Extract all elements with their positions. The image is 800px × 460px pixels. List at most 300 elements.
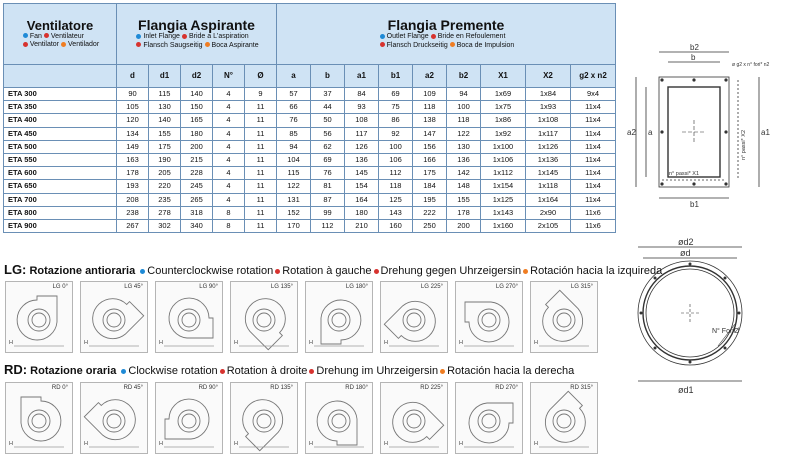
value-cell: 4	[213, 193, 245, 206]
round-flange-drawing	[630, 236, 760, 406]
value-cell: 115	[149, 88, 181, 101]
value-cell: 140	[181, 88, 213, 101]
label-x1: n° passi* X1	[669, 171, 700, 177]
value-cell: 1x145	[526, 167, 571, 180]
bullet-icon	[182, 34, 187, 39]
value-cell: 37	[311, 88, 345, 101]
fan-outline-icon	[456, 282, 522, 352]
value-cell: 138	[413, 114, 447, 127]
value-cell: 1x106	[481, 153, 526, 166]
value-cell: 125	[379, 193, 413, 206]
fan-outline-icon	[156, 282, 222, 352]
model-cell: ETA 450	[4, 127, 117, 140]
value-cell: 265	[181, 193, 213, 206]
language-text: Ventilateur	[50, 32, 84, 40]
value-cell: 1x69	[481, 88, 526, 101]
fan-orientation-thumbnail	[155, 382, 223, 454]
value-cell: 69	[311, 153, 345, 166]
value-cell: 1x84	[526, 88, 571, 101]
value-cell: 184	[413, 180, 447, 193]
value-cell: 4	[213, 88, 245, 101]
bullet-icon	[309, 369, 314, 374]
bullet-icon	[220, 369, 225, 374]
language-text: Drehung im Uhrzeigersin	[316, 365, 439, 377]
value-cell: 11	[245, 140, 277, 153]
value-cell: 115	[277, 167, 311, 180]
language-text: Bride en Refoulement	[437, 33, 506, 41]
language-text: Bride a L'aspiration	[188, 33, 249, 41]
value-cell: 193	[117, 180, 149, 193]
column-header: b1	[379, 65, 413, 88]
value-cell: 11x4	[571, 193, 616, 206]
bullet-icon	[374, 269, 379, 274]
fan-outline-icon	[6, 282, 72, 352]
label-d: ød	[680, 248, 691, 258]
orientation-angle-label: RD 180°	[345, 385, 368, 391]
bullet-icon	[380, 34, 385, 39]
table-row	[4, 114, 616, 127]
fan-outline-icon	[306, 282, 372, 352]
value-cell: 302	[149, 219, 181, 232]
height-dimension-label: H	[459, 340, 463, 346]
height-dimension-label: H	[534, 441, 538, 447]
column-header: a2	[413, 65, 447, 88]
value-cell: 195	[413, 193, 447, 206]
header-premente	[277, 4, 616, 65]
value-cell: 4	[213, 167, 245, 180]
value-cell: 1x75	[481, 101, 526, 114]
value-cell: 235	[149, 193, 181, 206]
fan-orientation-thumbnail	[5, 382, 73, 454]
value-cell: 134	[117, 127, 149, 140]
height-dimension-label: H	[234, 340, 238, 346]
value-cell: 4	[213, 153, 245, 166]
value-cell: 11	[245, 114, 277, 127]
orientation-angle-label: LG 45°	[124, 284, 143, 290]
value-cell: 155	[149, 127, 181, 140]
label-d2: ød2	[678, 237, 694, 247]
column-header: b2	[447, 65, 481, 88]
premente-title: Flangia Premente	[387, 17, 505, 34]
value-cell: 44	[311, 101, 345, 114]
value-cell: 1x112	[481, 167, 526, 180]
language-label	[429, 33, 506, 40]
value-cell: 4	[213, 114, 245, 127]
value-cell: 112	[379, 167, 413, 180]
height-dimension-label: H	[9, 441, 13, 447]
language-label	[218, 365, 308, 377]
value-cell: 150	[181, 101, 213, 114]
value-cell: 118	[379, 180, 413, 193]
language-text: Rotación hacia la izquireda	[530, 265, 663, 277]
value-cell: 136	[345, 153, 379, 166]
label-b: b	[691, 53, 696, 62]
value-cell: 148	[447, 180, 481, 193]
fan-orientation-thumbnail	[5, 281, 73, 353]
model-cell: ETA 650	[4, 180, 117, 193]
value-cell: 163	[117, 153, 149, 166]
model-cell: ETA 800	[4, 206, 117, 219]
label-a2: a2	[627, 128, 636, 137]
value-cell: 200	[447, 219, 481, 232]
table-row	[4, 180, 616, 193]
value-cell: 156	[413, 140, 447, 153]
language-label	[372, 265, 522, 277]
fan-orientation-thumbnail	[380, 382, 448, 454]
label-x2: n° passi* X2	[741, 129, 747, 160]
language-text: Ventilator	[29, 41, 60, 49]
lg-code: LG:	[4, 262, 27, 277]
orientation-angle-label: RD 225°	[420, 385, 443, 391]
model-cell: ETA 400	[4, 114, 117, 127]
lg-languages	[138, 265, 662, 277]
language-text: Ventilador	[68, 41, 100, 49]
language-label	[438, 365, 574, 377]
column-header: b	[311, 65, 345, 88]
value-cell: 85	[277, 127, 311, 140]
fan-outline-icon	[381, 282, 447, 352]
orientation-angle-label: RD 270°	[495, 385, 518, 391]
value-cell: 122	[447, 127, 481, 140]
value-cell: 120	[117, 114, 149, 127]
language-label	[119, 365, 217, 377]
table-row	[4, 153, 616, 166]
fan-orientation-thumbnail	[305, 382, 373, 454]
label-a: a	[648, 128, 653, 137]
inner-circle	[643, 266, 737, 360]
value-cell: 94	[277, 140, 311, 153]
column-header-row	[4, 65, 616, 88]
bullet-icon	[140, 269, 145, 274]
fan-outline-icon	[456, 383, 522, 453]
fan-orientation-thumbnail	[80, 281, 148, 353]
table-row	[4, 140, 616, 153]
height-dimension-label: H	[384, 340, 388, 346]
lg-title: Rotazione antioraria	[29, 265, 136, 277]
value-cell: 130	[149, 101, 181, 114]
value-cell: 131	[277, 193, 311, 206]
value-cell: 84	[345, 88, 379, 101]
height-dimension-label: H	[309, 441, 313, 447]
height-dimension-label: H	[309, 340, 313, 346]
language-label	[21, 33, 42, 40]
ventilatore-languages	[21, 33, 99, 50]
value-cell: 190	[149, 153, 181, 166]
value-cell: 11	[245, 153, 277, 166]
orientation-angle-label: LG 270°	[495, 284, 518, 290]
value-cell: 164	[345, 193, 379, 206]
language-label	[273, 265, 371, 277]
value-cell: 1x136	[526, 153, 571, 166]
value-cell: 11x4	[571, 153, 616, 166]
language-text: Rotación hacia la derecha	[447, 365, 575, 377]
value-cell: 87	[311, 193, 345, 206]
value-cell: 1x92	[481, 127, 526, 140]
value-cell: 11x4	[571, 167, 616, 180]
value-cell: 106	[379, 153, 413, 166]
table-row	[4, 127, 616, 140]
column-header: X2	[526, 65, 571, 88]
label-holes: ø g2 x n° fori* n2	[732, 62, 770, 68]
label-b2: b2	[690, 43, 699, 52]
value-cell: 81	[311, 180, 345, 193]
value-cell: 170	[277, 219, 311, 232]
fan-orientation-thumbnail	[380, 281, 448, 353]
language-label	[180, 33, 249, 40]
value-cell: 1x154	[481, 180, 526, 193]
value-cell: 11	[245, 193, 277, 206]
rd-title: Rotazione oraria	[30, 365, 117, 377]
table-row	[4, 206, 616, 219]
value-cell: 1x164	[526, 193, 571, 206]
value-cell: 11	[245, 180, 277, 193]
value-cell: 180	[345, 206, 379, 219]
value-cell: 267	[117, 219, 149, 232]
value-cell: 94	[447, 88, 481, 101]
label-holes-round: N° ForiØ	[712, 328, 740, 335]
fan-orientation-thumbnail	[455, 382, 523, 454]
bullet-icon	[431, 34, 436, 39]
orientation-angle-label: LG 225°	[420, 284, 443, 290]
value-cell: 62	[311, 140, 345, 153]
language-text: Boca de Impulsion	[456, 41, 515, 49]
aspirante-title: Flangia Aspirante	[138, 17, 255, 34]
model-cell: ETA 350	[4, 101, 117, 114]
language-label	[378, 33, 429, 40]
language-label	[378, 42, 448, 49]
rd-languages	[119, 365, 574, 377]
value-cell: 108	[345, 114, 379, 127]
value-cell: 4	[213, 101, 245, 114]
model-cell: ETA 550	[4, 153, 117, 166]
bullet-icon	[380, 42, 385, 47]
value-cell: 76	[277, 114, 311, 127]
column-header: a	[277, 65, 311, 88]
value-cell: 140	[149, 114, 181, 127]
rect-flange-drawing	[624, 40, 794, 210]
value-cell: 2x105	[526, 219, 571, 232]
value-cell: 210	[345, 219, 379, 232]
rd-code: RD:	[4, 362, 28, 377]
model-cell: ETA 300	[4, 88, 117, 101]
value-cell: 93	[345, 101, 379, 114]
value-cell: 92	[379, 127, 413, 140]
header-ventilatore	[4, 4, 117, 65]
lg-section-title	[4, 263, 662, 278]
fan-outline-icon	[156, 383, 222, 453]
value-cell: 56	[311, 127, 345, 140]
value-cell: 90	[117, 88, 149, 101]
value-cell: 11	[245, 127, 277, 140]
orientation-angle-label: LG 90°	[199, 284, 218, 290]
value-cell: 208	[117, 193, 149, 206]
value-cell: 11x4	[571, 101, 616, 114]
table-row	[4, 167, 616, 180]
value-cell: 117	[345, 127, 379, 140]
value-cell: 126	[345, 140, 379, 153]
value-cell: 147	[413, 127, 447, 140]
value-cell: 9x4	[571, 88, 616, 101]
value-cell: 11x4	[571, 127, 616, 140]
fan-outline-icon	[6, 383, 72, 453]
language-text: Outlet Flange	[386, 33, 429, 41]
bullet-icon	[23, 42, 28, 47]
language-text: Clockwise rotation	[128, 365, 218, 377]
value-cell: 245	[181, 180, 213, 193]
language-label	[59, 41, 99, 48]
value-cell: 154	[345, 180, 379, 193]
value-cell: 118	[447, 114, 481, 127]
value-cell: 11x4	[571, 180, 616, 193]
language-text: Rotation à droite	[226, 365, 308, 377]
value-cell: 250	[413, 219, 447, 232]
value-cell: 1x86	[481, 114, 526, 127]
value-cell: 160	[379, 219, 413, 232]
language-label	[448, 42, 515, 49]
value-cell: 66	[277, 101, 311, 114]
value-cell: 1x93	[526, 101, 571, 114]
height-dimension-label: H	[234, 441, 238, 447]
fan-orientation-thumbnail	[155, 281, 223, 353]
value-cell: 165	[181, 114, 213, 127]
value-cell: 11x4	[571, 114, 616, 127]
height-dimension-label: H	[384, 441, 388, 447]
language-label	[203, 42, 259, 49]
column-header: a1	[345, 65, 379, 88]
ventilatore-title: Ventilatore	[26, 17, 94, 33]
fan-orientation-thumbnail	[530, 382, 598, 454]
value-cell: 100	[379, 140, 413, 153]
value-cell: 11	[245, 167, 277, 180]
fan-outline-icon	[231, 383, 297, 453]
language-text: Inlet Flange	[143, 33, 180, 41]
value-cell: 11	[245, 219, 277, 232]
value-cell: 8	[213, 219, 245, 232]
bullet-icon	[523, 269, 528, 274]
value-cell: 99	[311, 206, 345, 219]
value-cell: 152	[277, 206, 311, 219]
value-cell: 175	[149, 140, 181, 153]
model-cell: ETA 900	[4, 219, 117, 232]
value-cell: 200	[181, 140, 213, 153]
value-cell: 215	[181, 153, 213, 166]
value-cell: 75	[379, 101, 413, 114]
language-text: Counterclockwise rotation	[147, 265, 274, 277]
model-cell: ETA 500	[4, 140, 117, 153]
language-label	[138, 265, 273, 277]
value-cell: 109	[413, 88, 447, 101]
value-cell: 175	[413, 167, 447, 180]
bullet-icon	[121, 369, 126, 374]
orientation-angle-label: LG 135°	[270, 284, 293, 290]
value-cell: 76	[311, 167, 345, 180]
bullet-icon	[136, 42, 141, 47]
height-dimension-label: H	[84, 441, 88, 447]
language-text: Boca Aspirante	[211, 41, 259, 49]
column-header: N°	[213, 65, 245, 88]
orientation-angle-label: LG 315°	[570, 284, 593, 290]
model-cell: ETA 700	[4, 193, 117, 206]
value-cell: 178	[117, 167, 149, 180]
fan-orientation-thumbnail	[530, 281, 598, 353]
value-cell: 118	[413, 101, 447, 114]
language-text: Fan	[29, 32, 42, 40]
value-cell: 205	[149, 167, 181, 180]
value-cell: 11	[245, 101, 277, 114]
fan-outline-icon	[531, 282, 597, 352]
premente-languages	[378, 33, 515, 50]
fan-orientation-thumbnail	[230, 281, 298, 353]
value-cell: 11x6	[571, 206, 616, 219]
language-text: Flansch Druckseitig	[386, 41, 448, 49]
height-dimension-label: H	[9, 340, 13, 346]
value-cell: 4	[213, 140, 245, 153]
bullet-icon	[205, 42, 210, 47]
language-label	[307, 365, 438, 377]
spec-table	[3, 3, 616, 233]
bullet-icon	[44, 33, 49, 38]
fan-orientation-thumbnail	[305, 281, 373, 353]
value-cell: 238	[117, 206, 149, 219]
value-cell: 180	[181, 127, 213, 140]
value-cell: 318	[181, 206, 213, 219]
value-cell: 4	[213, 180, 245, 193]
orientation-angle-label: RD 90°	[198, 385, 218, 391]
label-d1: ød1	[678, 385, 694, 395]
value-cell: 50	[311, 114, 345, 127]
fan-outline-icon	[531, 383, 597, 453]
value-cell: 340	[181, 219, 213, 232]
language-label	[521, 265, 662, 277]
height-dimension-label: H	[84, 340, 88, 346]
table-row	[4, 219, 616, 232]
model-cell: ETA 600	[4, 167, 117, 180]
header-aspirante	[117, 4, 277, 65]
orientation-angle-label: RD 135°	[270, 385, 293, 391]
value-cell: 228	[181, 167, 213, 180]
column-header: X1	[481, 65, 526, 88]
value-cell: 1x118	[526, 180, 571, 193]
table-row	[4, 193, 616, 206]
orientation-angle-label: RD 45°	[123, 385, 143, 391]
value-cell: 112	[311, 219, 345, 232]
value-cell: 149	[117, 140, 149, 153]
bullet-icon	[440, 369, 445, 374]
value-cell: 4	[213, 127, 245, 140]
orientation-angle-label: RD 315°	[570, 385, 593, 391]
value-cell: 143	[379, 206, 413, 219]
value-cell: 100	[447, 101, 481, 114]
fan-outline-icon	[231, 282, 297, 352]
height-dimension-label: H	[159, 340, 163, 346]
value-cell: 278	[149, 206, 181, 219]
fan-orientation-thumbnail	[455, 281, 523, 353]
language-label	[21, 41, 59, 48]
value-cell: 105	[117, 101, 149, 114]
bullet-icon	[61, 42, 66, 47]
value-cell: 136	[447, 153, 481, 166]
language-label	[42, 33, 84, 40]
value-cell: 142	[447, 167, 481, 180]
bullet-icon	[23, 33, 28, 38]
height-dimension-label: H	[459, 441, 463, 447]
value-cell: 11x6	[571, 219, 616, 232]
value-cell: 155	[447, 193, 481, 206]
column-header: d2	[181, 65, 213, 88]
value-cell: 1x108	[526, 114, 571, 127]
value-cell: 145	[345, 167, 379, 180]
fan-orientation-thumbnail	[230, 382, 298, 454]
